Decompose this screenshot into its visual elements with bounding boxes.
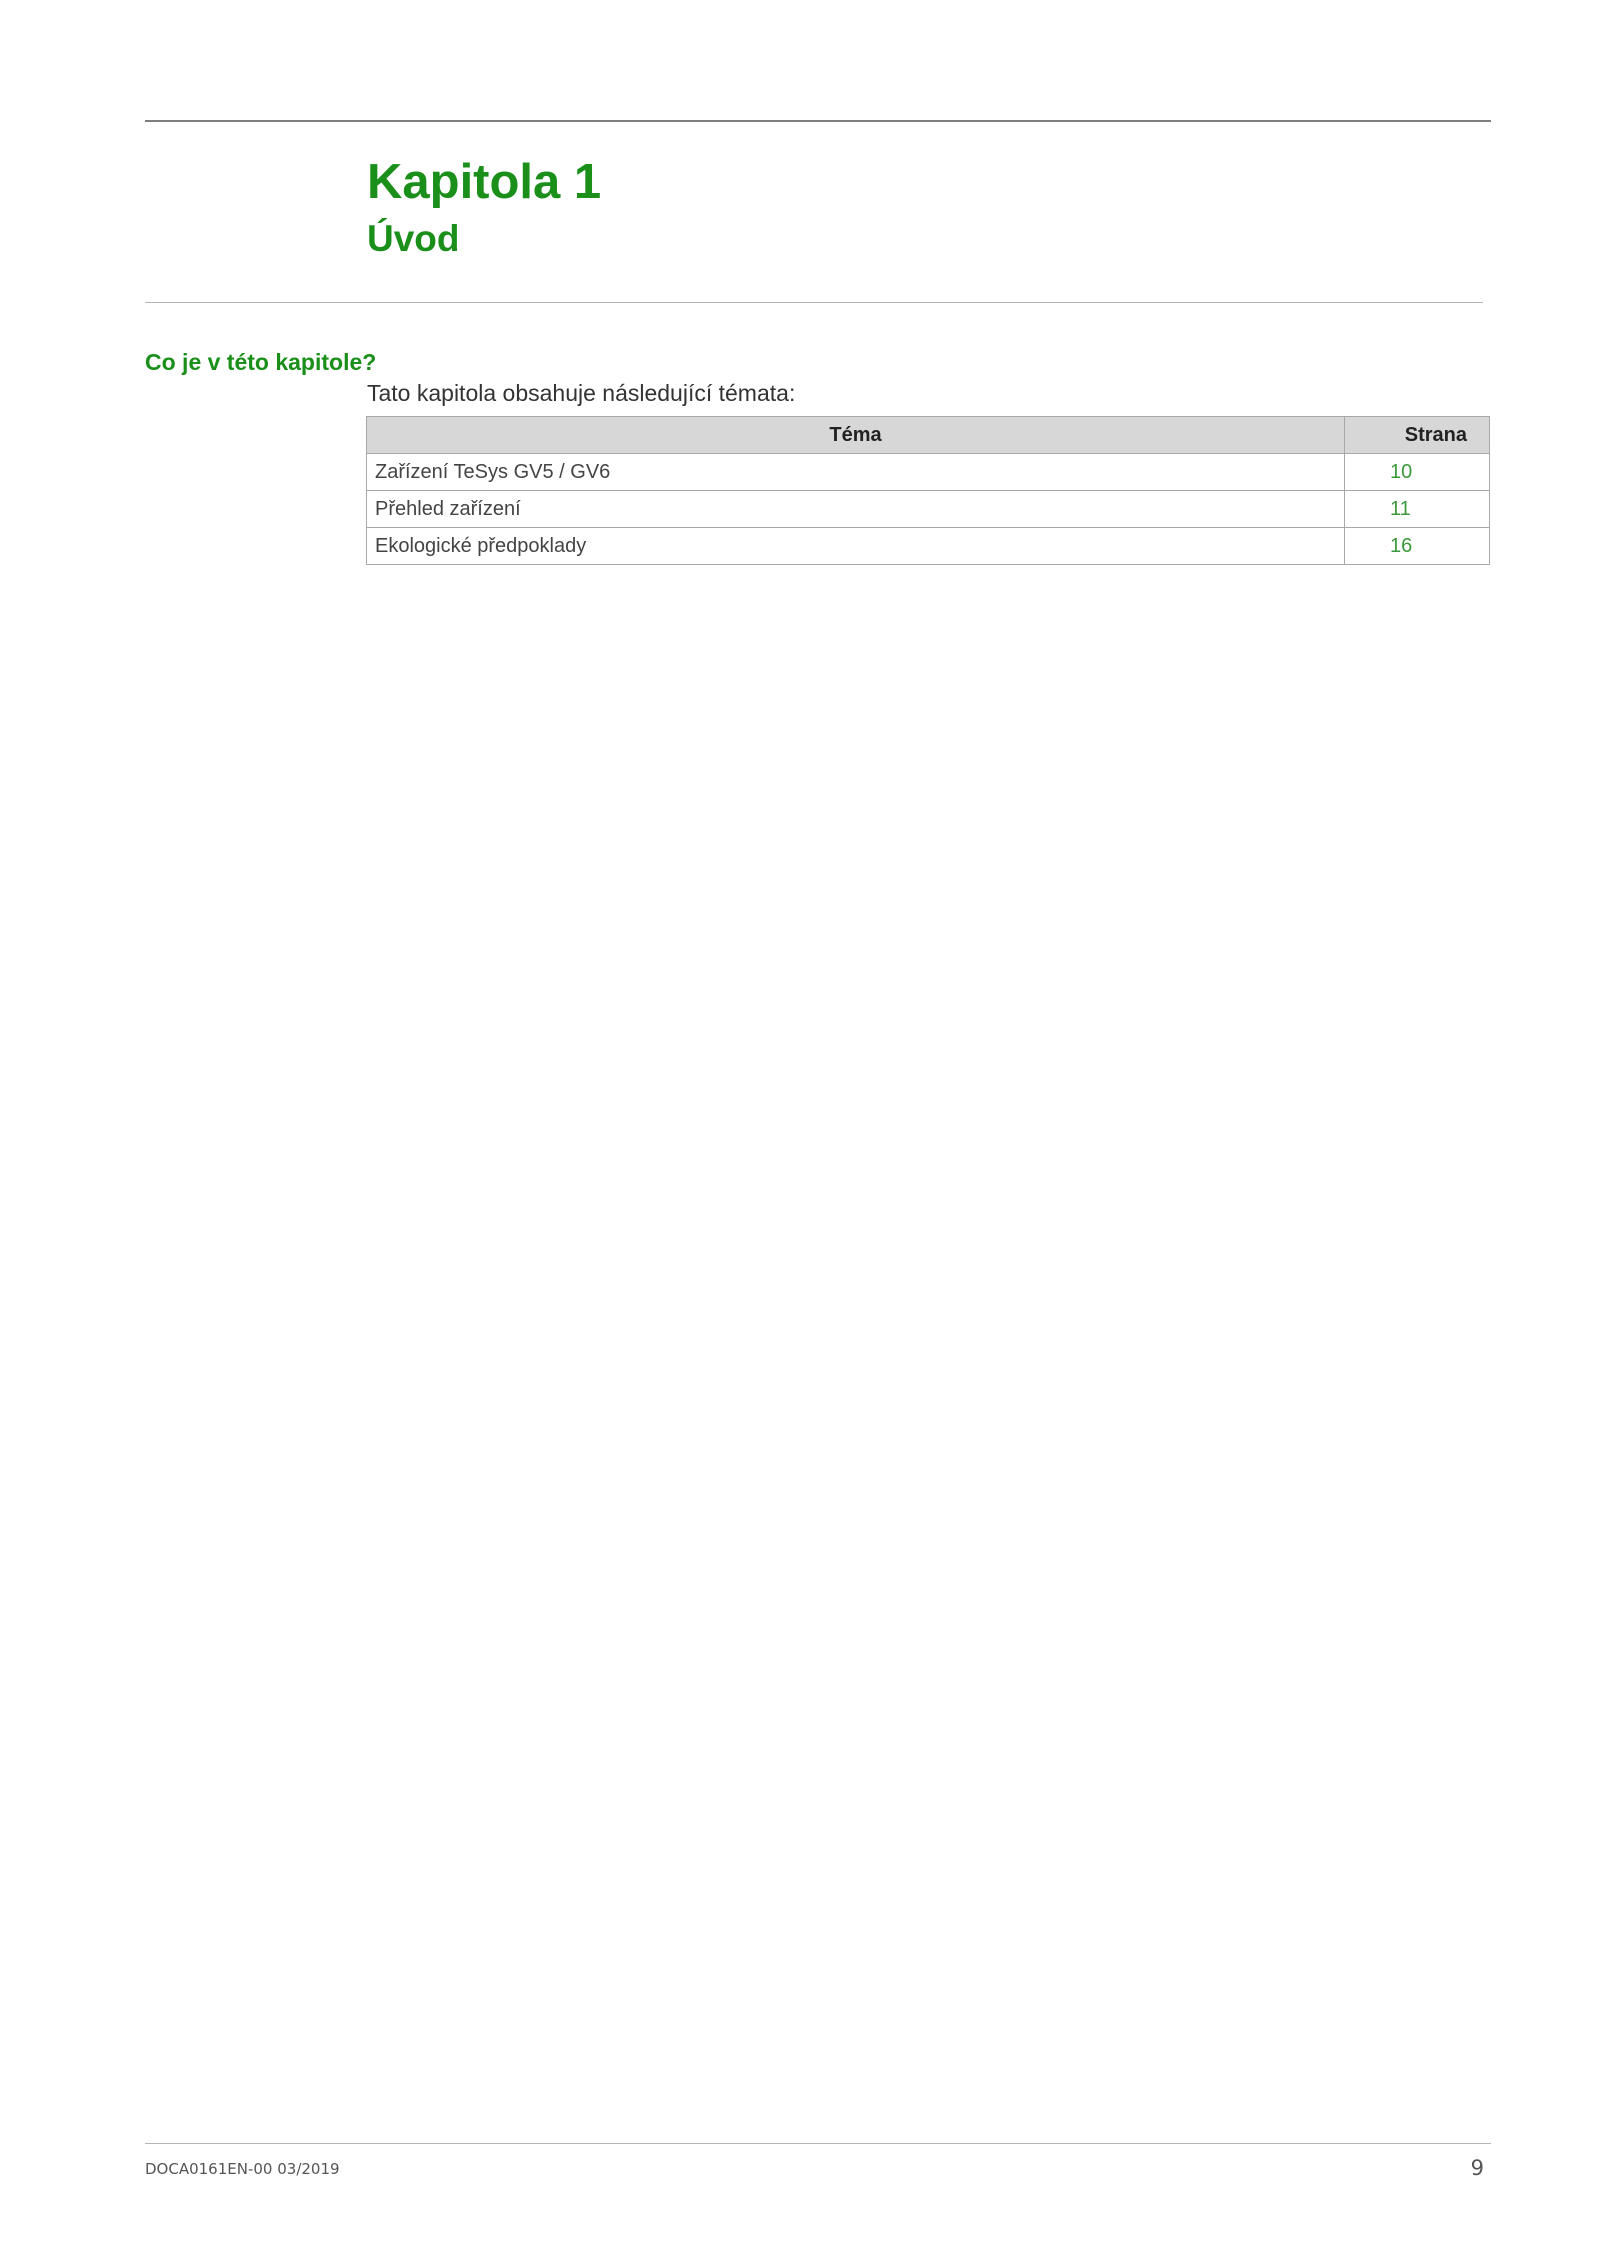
table-row xyxy=(367,491,1490,528)
topics-table xyxy=(366,416,1490,565)
topic-cell: Přehled zařízení xyxy=(367,491,1345,528)
header-page: Strana xyxy=(1345,417,1490,454)
table-header-row xyxy=(367,417,1490,454)
page-link[interactable]: 16 xyxy=(1345,528,1490,565)
page-link[interactable]: 11 xyxy=(1345,491,1490,528)
table-row xyxy=(367,528,1490,565)
section-divider xyxy=(145,302,1483,303)
table-row xyxy=(367,454,1490,491)
section-heading: Co je v této kapitole? xyxy=(145,349,377,375)
chapter-subtitle: Úvod xyxy=(367,218,460,259)
intro-text: Tato kapitola obsahuje následující témata: xyxy=(367,380,796,406)
footer-rule xyxy=(145,2143,1491,2144)
footer-page-number: 9 xyxy=(1470,2156,1484,2180)
page-link[interactable]: 10 xyxy=(1345,454,1490,491)
topic-cell: Ekologické předpoklady xyxy=(367,528,1345,565)
header-topic: Téma xyxy=(367,417,1345,454)
chapter-title: Kapitola 1 xyxy=(367,155,602,209)
topic-cell: Zařízení TeSys GV5 / GV6 xyxy=(367,454,1345,491)
footer-doc-id: DOCA0161EN-00 03/2019 xyxy=(145,2160,340,2178)
top-rule xyxy=(145,120,1491,122)
